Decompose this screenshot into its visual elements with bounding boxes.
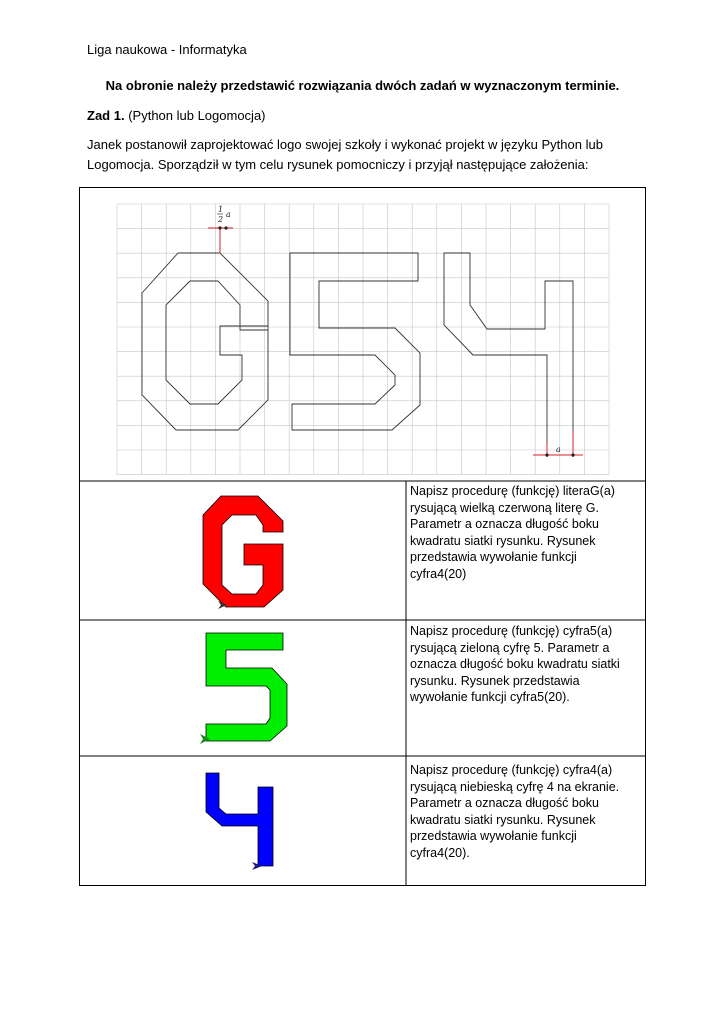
task-heading [87, 107, 266, 125]
side-label-a-bottom: a [556, 445, 561, 454]
side-label-a-top: a [226, 210, 231, 219]
digit-4-outline [444, 253, 573, 455]
intro-line-2: Logomocja. Sporządził w tym celu rysunek pomocniczy i przyjął następujące założenia: [87, 157, 589, 172]
helper-outlines [142, 253, 573, 455]
red-letter-g [203, 496, 283, 607]
task-language: (Python lub Logomocja) [128, 108, 266, 123]
blue-digit-4 [206, 773, 273, 866]
dimension-markers [208, 228, 583, 457]
helper-grid [117, 204, 609, 475]
page-header: Liga naukowa - Informatyka [87, 42, 247, 57]
task-description-letter-g: Napisz procedurę (funkcję) literaG(a) rysującą wielką czerwoną literę G. Parametr a oznacza długość boku kwadratu siatki rysunku. Rysunek przedstawia wywołanie funkcji cyfra4(20) [410, 484, 615, 581]
task-description-digit-4: Napisz procedurę (funkcję) cyfra4(a) rysującą niebieską cyfrę 4 na ekranie. Parametr a oznacza długość boku kwadratu siatki rysunku. Rysunek przedstawia wywołanie funkcji cyfra4(20). [410, 763, 620, 860]
half-fraction-numerator: 1 [218, 205, 224, 214]
dimension-points [218, 226, 574, 456]
instructions-heading: Na obronie należy przedstawić rozwiązania dwóch zadań w wyznaczonym terminie. [105, 78, 620, 93]
task-description-digit-5: Napisz procedurę (funkcję) cyfra5(a) rysującą zieloną cyfrę 5. Parametr a oznacza długość boku kwadratu siatki rysunku. Rysunek przedstawia wywołanie funkcji cyfra5(20). [410, 624, 620, 705]
task-label: Zad 1. [87, 108, 125, 123]
letter-g-outline [142, 253, 268, 430]
intro-line-1: Janek postanowił zaprojektować logo swojej szkoły i wykonać projekt w języku Python lub [87, 137, 603, 152]
digit-5-outline [290, 253, 420, 430]
green-digit-5 [206, 633, 287, 741]
half-fraction-denominator: 2 [218, 215, 224, 224]
